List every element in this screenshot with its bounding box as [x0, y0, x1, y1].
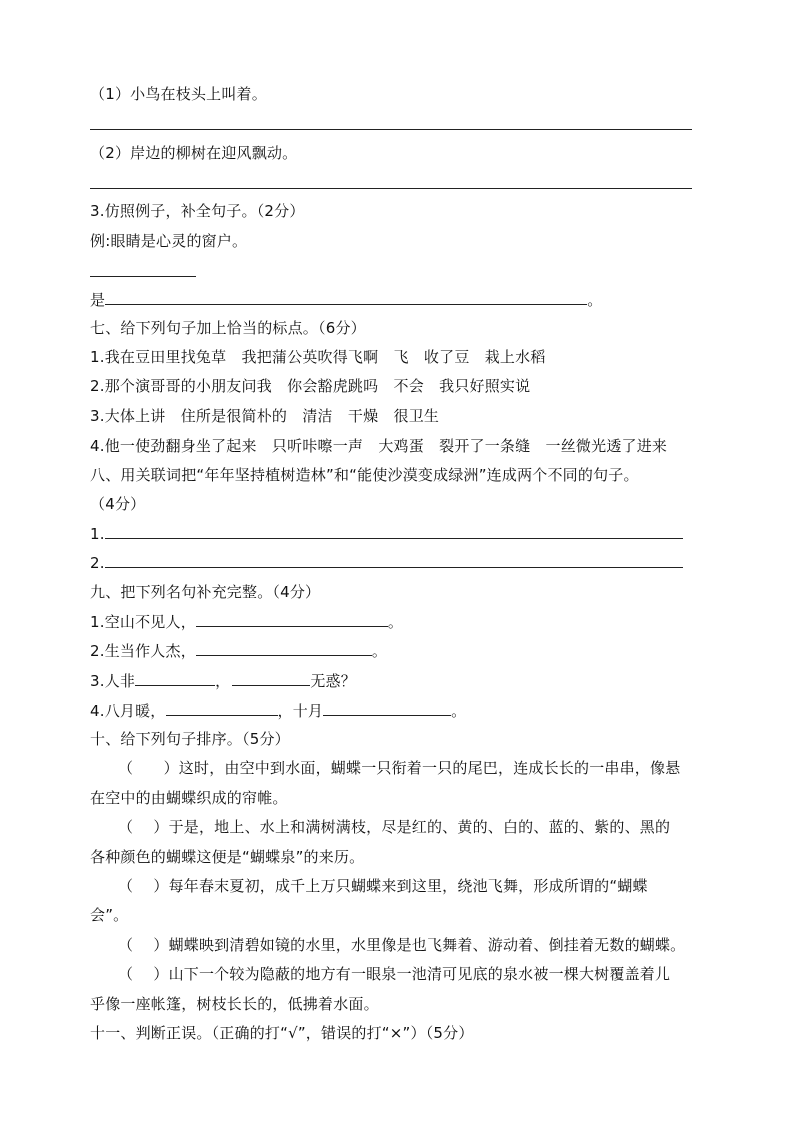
- quote-item-2: 2.生当作人杰， 。: [90, 642, 388, 660]
- sort-sentence-2-cont: 各种颜色的蝴蝶这便是“蝴蝶泉”的来历。: [90, 848, 365, 866]
- answer-blank[interactable]: [196, 640, 372, 656]
- answer-blank[interactable]: [135, 670, 215, 686]
- punct-item-4: 4.他一使劲翻身坐了起来 只听咔嚓一声 大鸡蛋 裂开了一条缝 一丝微光透了进来: [90, 437, 668, 455]
- rewrite-item-1: （1）小鸟在枝头上叫着。: [90, 85, 267, 103]
- section8-line-1: [90, 523, 683, 544]
- q3-prefix: 是: [90, 291, 106, 309]
- section8-score: （4分）: [90, 495, 146, 513]
- sort-sentence-3-cont: 会”。: [90, 906, 129, 924]
- answer-line[interactable]: [90, 276, 196, 277]
- sort-sentence-5: （ ）山下一个较为隐蔽的地方有一眼泉一池清可见底的泉水被一棵大树覆盖着儿: [118, 965, 671, 983]
- section8-title: 八、用关联词把“年年坚持植树造林”和“能使沙漠变成绿洲”连成两个不同的句子。: [90, 466, 639, 484]
- section8-line-2: [90, 552, 683, 573]
- quote-item-3: 3.人非 ， 无惑？: [90, 672, 356, 690]
- sort-sentence-1: （ ）这时，由空中到水面，蝴蝶一只衔着一只的尾巴，连成长长的一串串，像悬: [118, 759, 681, 777]
- sort-sentence-5-cont: 乎像一座帐篷，树枝长长的，低拂着水面。: [90, 995, 379, 1013]
- punct-item-1: 1.我在豆田里找兔草 我把蒲公英吹得飞啊 飞 收了豆 栽上水稻: [90, 348, 546, 366]
- q3-suffix: 。: [587, 291, 603, 309]
- answer-blank[interactable]: [105, 552, 683, 568]
- answer-line[interactable]: [90, 188, 692, 189]
- section10-title: 十、给下列句子排序。（5分）: [90, 730, 290, 748]
- quote-item-4: 4.八月暖， ，十月 。: [90, 702, 467, 720]
- quote-item-1: 1.空山不见人， 。: [90, 613, 404, 631]
- answer-blank[interactable]: [166, 700, 278, 716]
- answer-blank[interactable]: [105, 523, 683, 539]
- q3-title: 3.仿照例子，补全句子。（2分）: [90, 202, 305, 220]
- sort-sentence-3: （ ）每年春末夏初，成千上万只蝴蝶来到这里，绕池飞舞，形成所谓的“蝴蝶: [118, 877, 648, 895]
- section7-title: 七、给下列句子加上恰当的标点。（6分）: [90, 319, 366, 337]
- q3-fill-line: [90, 289, 602, 310]
- answer-blank[interactable]: [232, 670, 310, 686]
- answer-blank[interactable]: [323, 700, 451, 716]
- q3-example: 例:眼睛是心灵的窗户。: [90, 232, 248, 250]
- sort-sentence-4: （ ）蝴蝶映到清碧如镜的水里，水里像是也飞舞着、游动着、倒挂着无数的蝴蝶。: [118, 936, 686, 954]
- rewrite-item-2: （2）岸边的柳树在迎风飘动。: [90, 144, 298, 162]
- punct-item-3: 3.大体上讲 住所是很简朴的 清洁 干燥 很卫生: [90, 407, 440, 425]
- line-number: 2.: [90, 554, 105, 572]
- section11-title: 十一、判断正误。（正确的打“√”，错误的打“×”）（5分）: [90, 1024, 474, 1042]
- answer-blank[interactable]: [105, 289, 587, 305]
- line-number: 1.: [90, 525, 105, 543]
- answer-blank[interactable]: [196, 611, 388, 627]
- answer-line[interactable]: [90, 129, 692, 130]
- sort-sentence-2: （ ）于是，地上、水上和满树满枝，尽是红的、黄的、白的、蓝的、紫的、黑的: [118, 818, 671, 836]
- section9-title: 九、把下列名句补充完整。（4分）: [90, 583, 321, 601]
- sort-sentence-1-cont: 在空中的由蝴蝶织成的帘帷。: [90, 789, 288, 807]
- punct-item-2: 2.那个演哥哥的小朋友问我 你会豁虎跳吗 不会 我只好照实说: [90, 377, 531, 395]
